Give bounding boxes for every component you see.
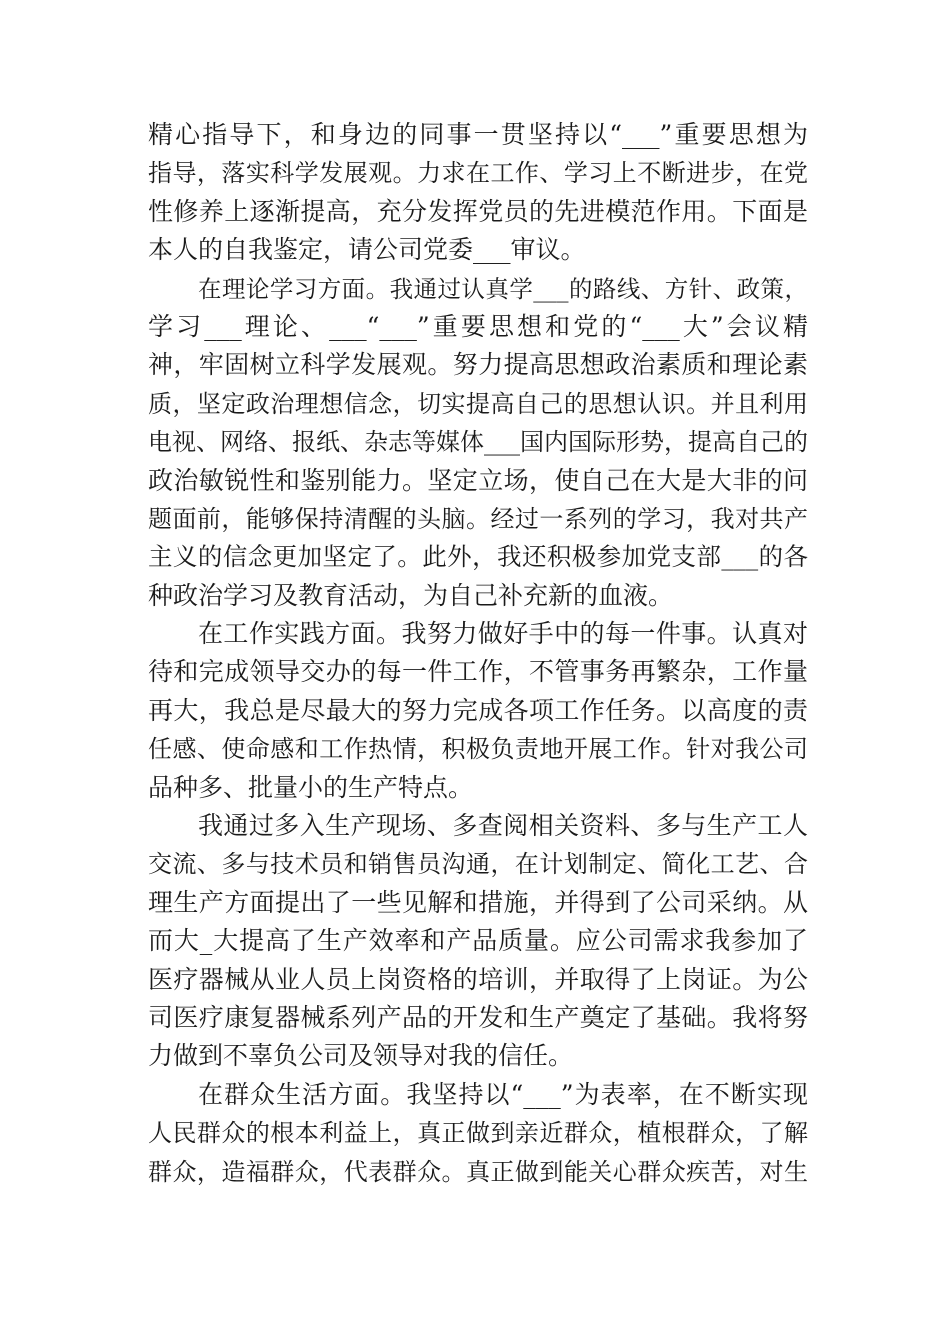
text-line: 品种多、批量小的生产特点。 (148, 772, 474, 802)
text-line: 任感、使命感和工作热情，积极负责地开展工作。针对我公司 (148, 735, 808, 764)
text-line: 质，坚定政治理想信念，切实提高自己的思想认识。并且利用 (148, 389, 808, 418)
text-line: 主义的信念更加坚定了。此外，我还积极参加党支部___的各 (148, 542, 808, 572)
text-line: 指导，落实科学发展观。力求在工作、学习上不断进步，在党 (148, 159, 808, 188)
text-line: 再大，我总是尽最大的努力完成各项工作任务。以高度的责 (148, 695, 808, 725)
text-line: 在工作实践方面。我努力做好手中的每一件事。认真对 (198, 619, 808, 649)
paragraph (148, 116, 808, 270)
paragraph (148, 270, 808, 616)
text-line: 电视、网络、报纸、杂志等媒体___国内国际形势，提高自己的 (148, 428, 808, 457)
paragraph (148, 807, 808, 1076)
text-line: 司医疗康复器械系列产品的开发和生产奠定了基础。我将努 (148, 1002, 808, 1032)
text-line: 而大_大提高了生产效率和产品质量。应公司需求我参加了 (148, 926, 808, 956)
text-line: 我通过多入生产现场、多查阅相关资料、多与生产工人 (198, 811, 808, 841)
text-line: 政治敏锐性和鉴别能力。坚定立场，使自己在大是大非的问 (148, 465, 808, 495)
text-line: 群众，造福群众，代表群众。真正做到能关心群众疾苦，对生 (148, 1157, 808, 1186)
text-line: 本人的自我鉴定，请公司党委___审议。 (148, 235, 586, 265)
paragraph (148, 615, 808, 807)
text-line: 学习___理论、___“___”重要思想和党的“___大”会议精 (148, 311, 808, 341)
text-line: 题面前，能够保持清醒的头脑。经过一系列的学习，我对共产 (148, 504, 808, 533)
text-line: 性修养上逐渐提高，充分发挥党员的先进模范作用。下面是 (148, 196, 808, 226)
text-line: 力做到不辜负公司及领导对我的信任。 (148, 1041, 574, 1071)
text-line: 种政治学习及教育活动，为自己补充新的血液。 (148, 580, 674, 610)
text-line: 待和完成领导交办的每一件工作，不管事务再繁杂，工作量 (148, 657, 808, 687)
paragraph (148, 1076, 808, 1191)
text-line: 精心指导下，和身边的同事一贯坚持以“___”重要思想为 (148, 120, 808, 149)
text-line: 医疗器械从业人员上岗资格的培训，并取得了上岗证。为公 (148, 964, 808, 994)
text-line: 人民群众的根本利益上，真正做到亲近群众，植根群众，了解 (148, 1119, 808, 1148)
text-line: 理生产方面提出了一些见解和措施，并得到了公司采纳。从 (148, 887, 808, 917)
text-line: 在理论学习方面。我通过认真学___的路线、方针、政策， (198, 274, 808, 303)
text-line: 在群众生活方面。我坚持以“___”为表率，在不断实现 (198, 1079, 808, 1109)
document-body (148, 116, 808, 1191)
text-line: 神，牢固树立科学发展观。努力提高思想政治素质和理论素 (148, 350, 808, 380)
text-line: 交流、多与技术员和销售员沟通，在计划制定、简化工艺、合 (148, 850, 808, 879)
